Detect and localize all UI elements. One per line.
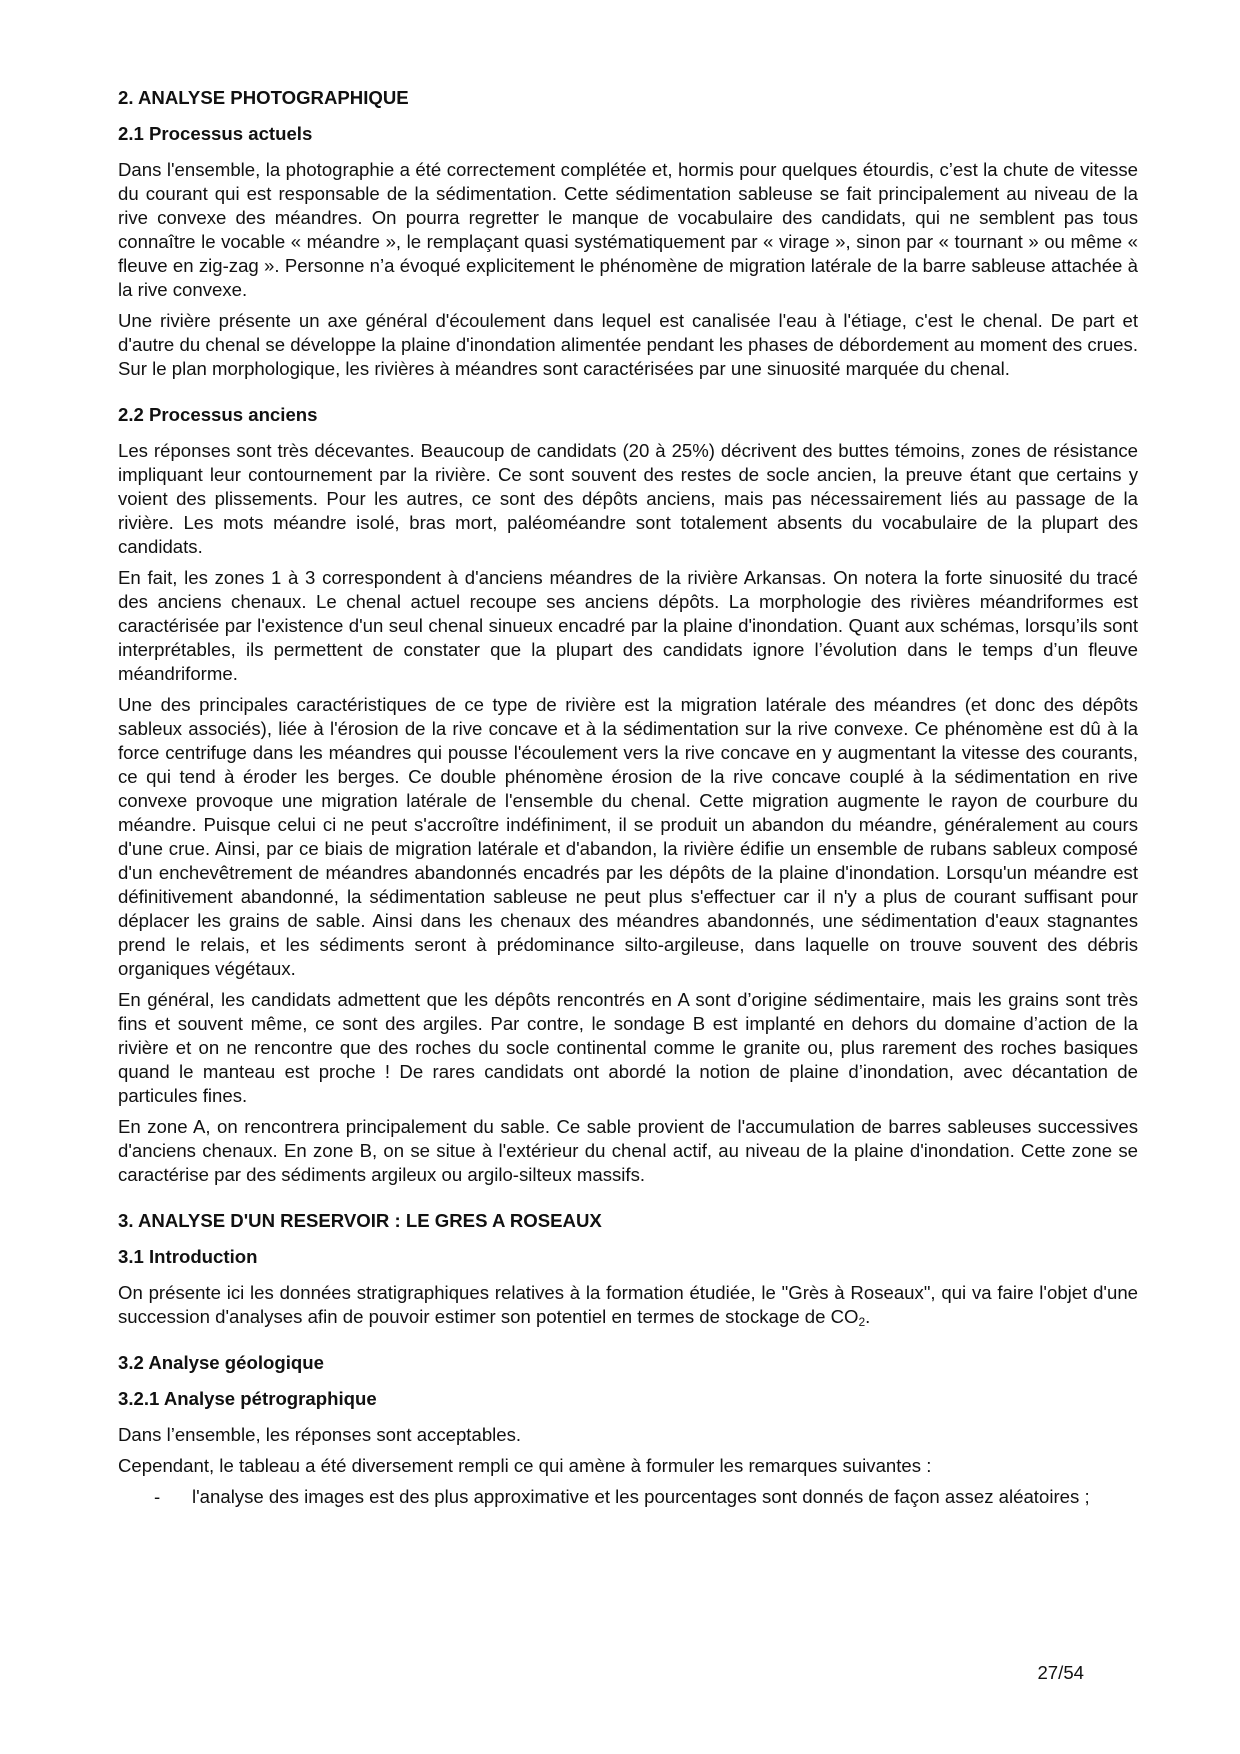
paragraph: En zone A, on rencontrera principalement du sable. Ce sable provient de l'accumulation de barres sableuses successives d'anciens chenaux. En zone B, on se situe à l'extérieur du chenal actif, au niveau de la plaine d'inondation. Cette zone se caractérise par des sédiments argileux ou argilo-silteux massifs. xyxy=(118,1116,1138,1185)
section-3-1-heading: 3.1 Introduction xyxy=(118,1246,258,1267)
paragraph: Dans l'ensemble, la photographie a été correctement complétée et, hormis pour quelques étourdis, c’est la chute de vitesse du courant qui est responsable de la sédimentation. Cette sédimentation sableuse se fait principalement au niveau de la rive convexe des méandres. On pourra regretter le manque de vocabulaire des candidats, qui ne semblent pas tous connaître le vocable « méandre », le remplaçant quasi systématiquement par « virage », sinon par « tournant » ou même « fleuve en zig-zag ». Personne n’a évoqué explicitement le phénomène de migration latérale de la barre sableuse attachée à la rive convexe. xyxy=(118,159,1138,300)
section-2-2-heading: 2.2 Processus anciens xyxy=(118,404,318,425)
paragraph: Une des principales caractéristiques de ce type de rivière est la migration latérale des méandres (et donc des dépôts sableux associés), liée à l'érosion de la rive concave et à la sédimentation sur la rive convexe. Ce phénomène est dû à la force centrifuge dans les méandres qui pousse l'écoulement vers la rive concave en y augmentant la vitesse des courants, ce qui tend à éroder les berges. Ce double phénomène érosion de la rive concave couplé à la sédimentation en rive convexe provoque une migration latérale de l'ensemble du chenal. Cette migration augmente le rayon de courbure du méandre. Puisque celui ci ne peut s'accroître indéfiniment, il se produit un abandon du méandre, généralement au cours d'une crue. Ainsi, par ce biais de migration latérale et d'abandon, la rivière édifie un ensemble de rubans sableux composé d'un enchevêtrement de méandres abandonnés encadrés par les dépôts de la plaine d'inondation. Lorsqu'un méandre est définitivement abandonné, la sédimentation sableuse ne peut plus s'effectuer car il n'y a plus de courant suffisant pour déplacer les grains de sable. Ainsi dans les chenaux des méandres abandonnés, une sédimentation d'eaux stagnantes prend le relais, et les sédiments seront à prédominance silto-argileuse, dans laquelle on trouve souvent des débris organiques végétaux. xyxy=(118,694,1138,979)
list-item-text: l'analyse des images est des plus approximative et les pourcentages sont donnés de façon assez aléatoires ; xyxy=(192,1486,1090,1507)
paragraph: Dans l’ensemble, les réponses sont acceptables. xyxy=(118,1424,522,1445)
section-3-heading: 3. ANALYSE D'UN RESERVOIR : LE GRES A ROSEAUX xyxy=(118,1210,602,1231)
paragraph-text: On présente ici les données stratigraphiques relatives à la formation étudiée, le "Grès à Roseaux", qui va faire l'objet d'une succession d'analyses afin de pouvoir estimer son potentiel en termes de stockage de CO xyxy=(118,1282,1138,1327)
list-item xyxy=(118,1485,1138,1509)
paragraph: Les réponses sont très décevantes. Beaucoup de candidats (20 à 25%) décrivent des buttes témoins, zones de résistance impliquant leur contournement par la rivière. Ce sont souvent des restes de socle ancien, la preuve étant que certains y voient des plissements. Pour les autres, ce sont des dépôts anciens, mais pas nécessairement liés au passage de la rivière. Les mots méandre isolé, bras mort, paléoméandre sont totalement absents du vocabulaire de la plupart des candidats. xyxy=(118,440,1138,557)
list-dash: - xyxy=(154,1486,161,1507)
paragraph: Une rivière présente un axe général d'écoulement dans lequel est canalisée l'eau à l'étiage, c'est le chenal. De part et d'autre du chenal se développe la plaine d'inondation alimentée pendant les phases de débordement au moment des crues. Sur le plan morphologique, les rivières à méandres sont caractérisées par une sinuosité marquée du chenal. xyxy=(118,310,1138,379)
subscript: 2 xyxy=(858,1315,866,1329)
page-number: 27/54 xyxy=(1037,1662,1084,1683)
paragraph: En général, les candidats admettent que les dépôts rencontrés en A sont d’origine sédimentaire, mais les grains sont très fins et souvent même, ce sont des argiles. Par contre, le sondage B est implanté en dehors du domaine d’action de la rivière et on ne rencontre que des roches du socle continental comme le granite ou, plus rarement des roches basiques quand le manteau est proche ! De rares candidats ont abordé la notion de plaine d’inondation, avec décantation de particules fines. xyxy=(118,989,1138,1106)
paragraph-end: . xyxy=(865,1306,871,1327)
section-2-1-heading: 2.1 Processus actuels xyxy=(118,123,313,144)
paragraph: En fait, les zones 1 à 3 correspondent à d'anciens méandres de la rivière Arkansas. On notera la forte sinuosité du tracé des anciens chenaux. Le chenal actuel recoupe ses anciens dépôts. La morphologie des rivières méandriformes est caractérisée par l'existence d'un seul chenal sinueux encadré par la plaine d'inondation. Quant aux schémas, lorsqu’ils sont interprétables, ils permettent de constater que la plupart des candidats ignore l’évolution dans le temps d’un fleuve méandriforme. xyxy=(118,567,1138,684)
paragraph: Cependant, le tableau a été diversement rempli ce qui amène à formuler les remarques suivantes : xyxy=(118,1455,932,1476)
page-content xyxy=(118,86,1138,1509)
section-3-2-1-heading: 3.2.1 Analyse pétrographique xyxy=(118,1388,377,1409)
section-3-2-heading: 3.2 Analyse géologique xyxy=(118,1352,324,1373)
section-2-heading: 2. ANALYSE PHOTOGRAPHIQUE xyxy=(118,87,409,108)
paragraph-co2 xyxy=(118,1281,1138,1329)
